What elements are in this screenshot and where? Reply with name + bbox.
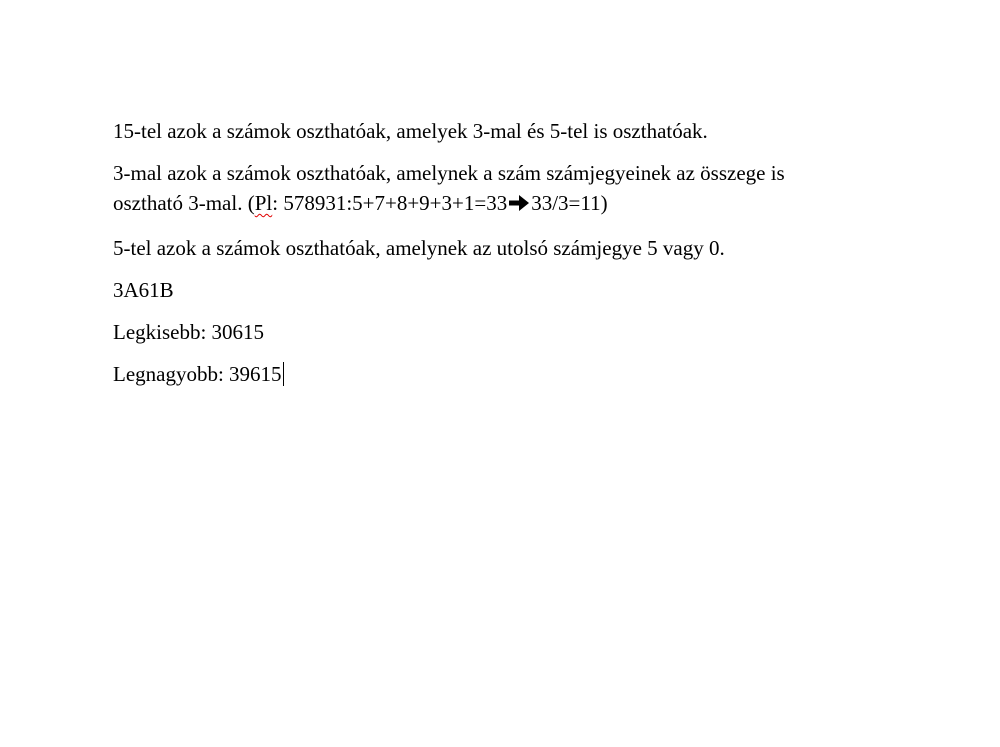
paragraph-line: 3-mal azok a számok oszthatóak, amelynek a szám számjegyeinek az összege is (113, 161, 785, 185)
example-result: 33/3=11) (531, 191, 608, 215)
paragraph-text: osztható 3-mal. ( (113, 191, 255, 215)
example-equation: : 578931:5+7+8+9+3+1=33 (272, 191, 508, 215)
misspelled-word[interactable]: Pl (254, 191, 273, 215)
paragraph-largest (113, 359, 873, 389)
paragraph-pattern: 3A61B (113, 278, 174, 302)
document-body[interactable] (113, 116, 873, 401)
text-cursor (283, 362, 284, 386)
paragraph-divisibility-15: 15-tel azok a számok oszthatóak, amelyek 3-mal és 5-tel is oszthatóak. (113, 119, 708, 143)
paragraph-divisibility-5: 5-tel azok a számok oszthatóak, amelynek az utolsó számjegye 5 vagy 0. (113, 236, 725, 260)
paragraph-divisibility-3 (113, 158, 873, 221)
paragraph-smallest: Legkisebb: 30615 (113, 320, 265, 344)
largest-text: Legnagyobb: 39615 (113, 362, 282, 386)
right-arrow-icon (508, 191, 530, 221)
